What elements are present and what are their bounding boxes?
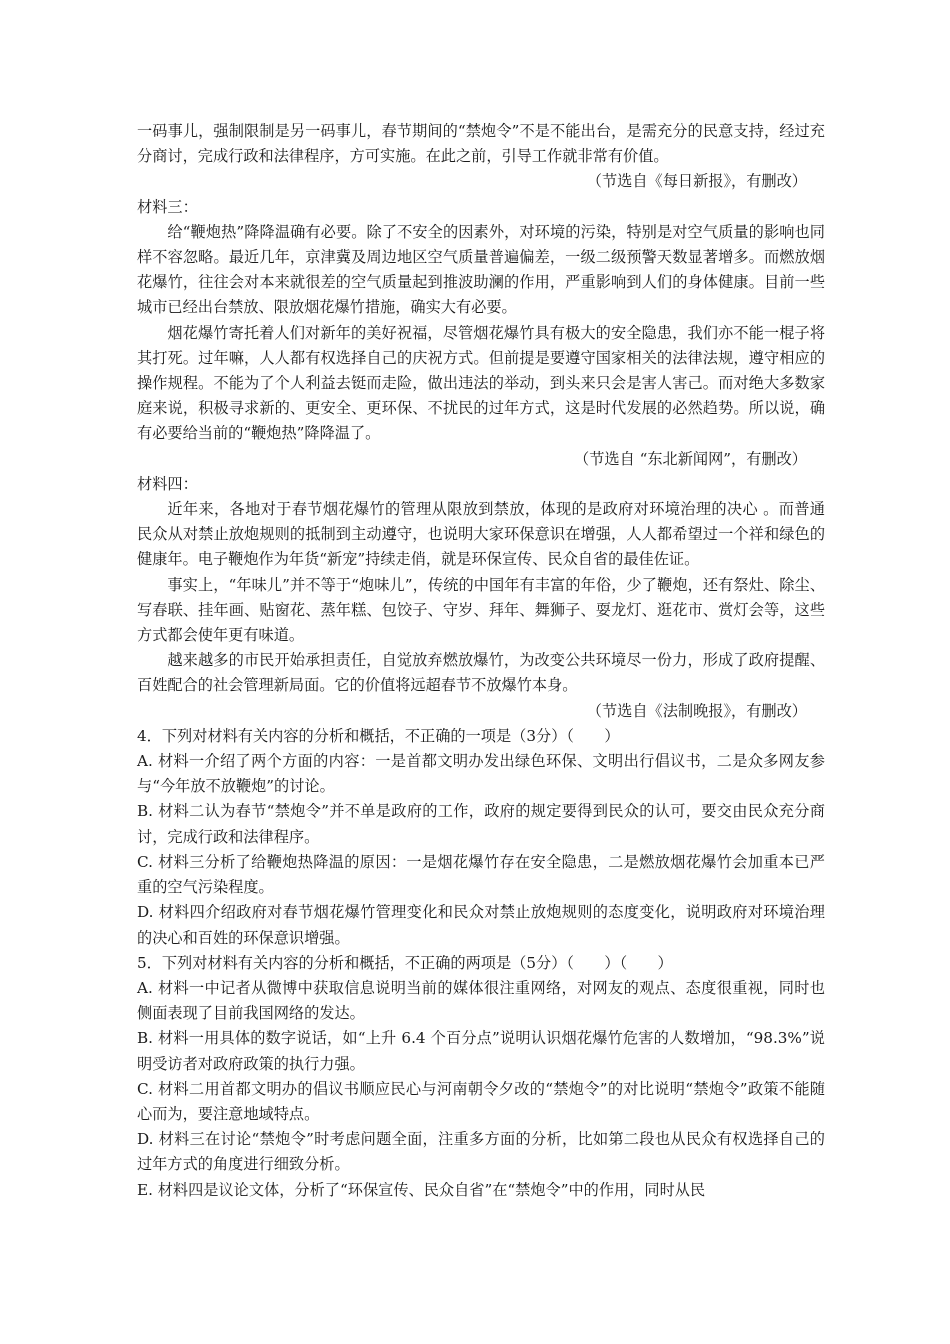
exam-page <box>137 119 825 1203</box>
material3-source: （节选自 “东北新闻网”，有删改） <box>574 449 807 468</box>
question-4-option-c: C. 材料三分析了给鞭炮热降温的原因：一是烟花爆竹存在安全隐患，二是燃放烟花爆竹会加重本已严重的空气污染程度。 <box>137 852 825 897</box>
material3-paragraph-1: 给“鞭炮热”降降温确有必要。除了不安全的因素外，对环境的污染，特别是对空气质量的影响也同样不容忽略。最近几年，京津冀及周边地区空气质量普遍偏差，一级二级预警天数显著增多。而燃放烟花爆竹，往往会对本来就很差的空气质量起到推波助澜的作用，严重影响到人们的身体健康。目前一些城市已经出台禁放、限放烟花爆竹措施，确实大有必要。 <box>137 222 825 317</box>
question-4-option-b: B. 材料二认为春节“禁炮令”并不单是政府的工作，政府的规定要得到民众的认可，要交由民众充分商讨，完成行政和法律程序。 <box>137 802 825 846</box>
material4-paragraph-1: 近年来，各地对于春节烟花爆竹的管理从限放到禁放，体现的是政府对环境治理的决心 。而普通民众从对禁止放炮规则的抵制到主动遵守，也说明大家环保意识在增强，人人都希望过一个祥和绿色的健康年。电子鞭炮作为年货“新宠”持续走俏，就是环保宣传、民众自省的最佳佐证。 <box>137 500 825 569</box>
material4-paragraph-3: 越来越多的市民开始承担责任，自觉放弃燃放爆竹，为改变公共环境尽一份力，形成了政府提醒、百姓配合的社会管理新局面。它的价值将远超春节不放爆竹本身。 <box>137 651 825 695</box>
material3-paragraph-2: 烟花爆竹寄托着人们对新年的美好祝福，尽管烟花爆竹具有极大的安全隐患，我们亦不能一棍子将其打死。过年嘛，人人都有权选择自己的庆祝方式。但前提是要遵守国家相关的法律法规，遵守相应的操作规程。不能为了个人利益去铤而走险，做出违法的举动，到头来只会是害人害己。而对绝大多数家庭来说，积极寻求新的、更安全、更环保、不扰民的过年方式，这是时代发展的必然趋势。所以说，确有必要给当前的“鞭炮热”降降温了。 <box>137 323 825 443</box>
material3-heading: 材料三： <box>137 197 198 216</box>
question-5-option-c: C. 材料二用首都文明办的倡议书顺应民心与河南朝令夕改的“禁炮令”的对比说明“禁炮令”政策不能随心而为，要注意地域特点。 <box>137 1079 825 1123</box>
question-5-option-b: B. 材料一用具体的数字说话，如“上升 6.4 个百分点”说明认识烟花爆竹危害的人数增加，“98.3%”说明受访者对政府政策的执行力强。 <box>137 1029 825 1073</box>
question-5-stem: 5．下列对材料有关内容的分析和概括，不正确的两项是（5分）（ ）（ ） <box>137 953 673 972</box>
material2-source: （节选自《每日新报》，有删改） <box>586 172 807 191</box>
question-5-option-e: E. 材料四是议论文体，分析了“环保宣传、民众自省”在“禁炮令”中的作用，同时从民 <box>137 1180 706 1199</box>
material2-continuation: 一码事儿，强制限制是另一码事儿，春节期间的“禁炮令”不是不能出台，是需充分的民意支持，经过充分商讨，完成行政和法律程序，方可实施。在此之前，引导工作就非常有价值。 <box>137 122 825 166</box>
question-4-option-d: D. 材料四介绍政府对春节烟花爆竹管理变化和民众对禁止放炮规则的态度变化，说明政府对环境治理的决心和百姓的环保意识增强。 <box>137 903 825 947</box>
question-4-stem: 4．下列对材料有关内容的分析和概括，不正确的一项是（3分）（ ） <box>137 726 620 745</box>
material4-heading: 材料四： <box>137 474 198 493</box>
material4-paragraph-2: 事实上，“年味儿”并不等于“炮味儿”，传统的中国年有丰富的年俗，少了鞭炮，还有祭灶、除尘、写春联、挂年画、贴窗花、蒸年糕、包饺子、守岁、拜年、舞狮子、耍龙灯、逛花市、赏灯会等，这些方式都会使年更有味道。 <box>137 575 825 645</box>
question-5-option-a: A. 材料一中记者从微博中获取信息说明当前的媒体很注重网络，对网友的观点、态度很重视，同时也侧面表现了目前我国网络的发达。 <box>137 978 825 1023</box>
material4-source: （节选自《法制晚报》，有删改） <box>586 701 807 720</box>
question-4-option-a: A. 材料一介绍了两个方面的内容：一是首都文明办发出绿色环保、文明出行倡议书，二是众多网友参与“今年放不放鞭炮”的讨论。 <box>137 752 825 796</box>
question-5-option-d: D. 材料三在讨论“禁炮令”时考虑问题全面，注重多方面的分析，比如第二段也从民众有权选择自己的过年方式的角度进行细致分析。 <box>137 1130 825 1174</box>
